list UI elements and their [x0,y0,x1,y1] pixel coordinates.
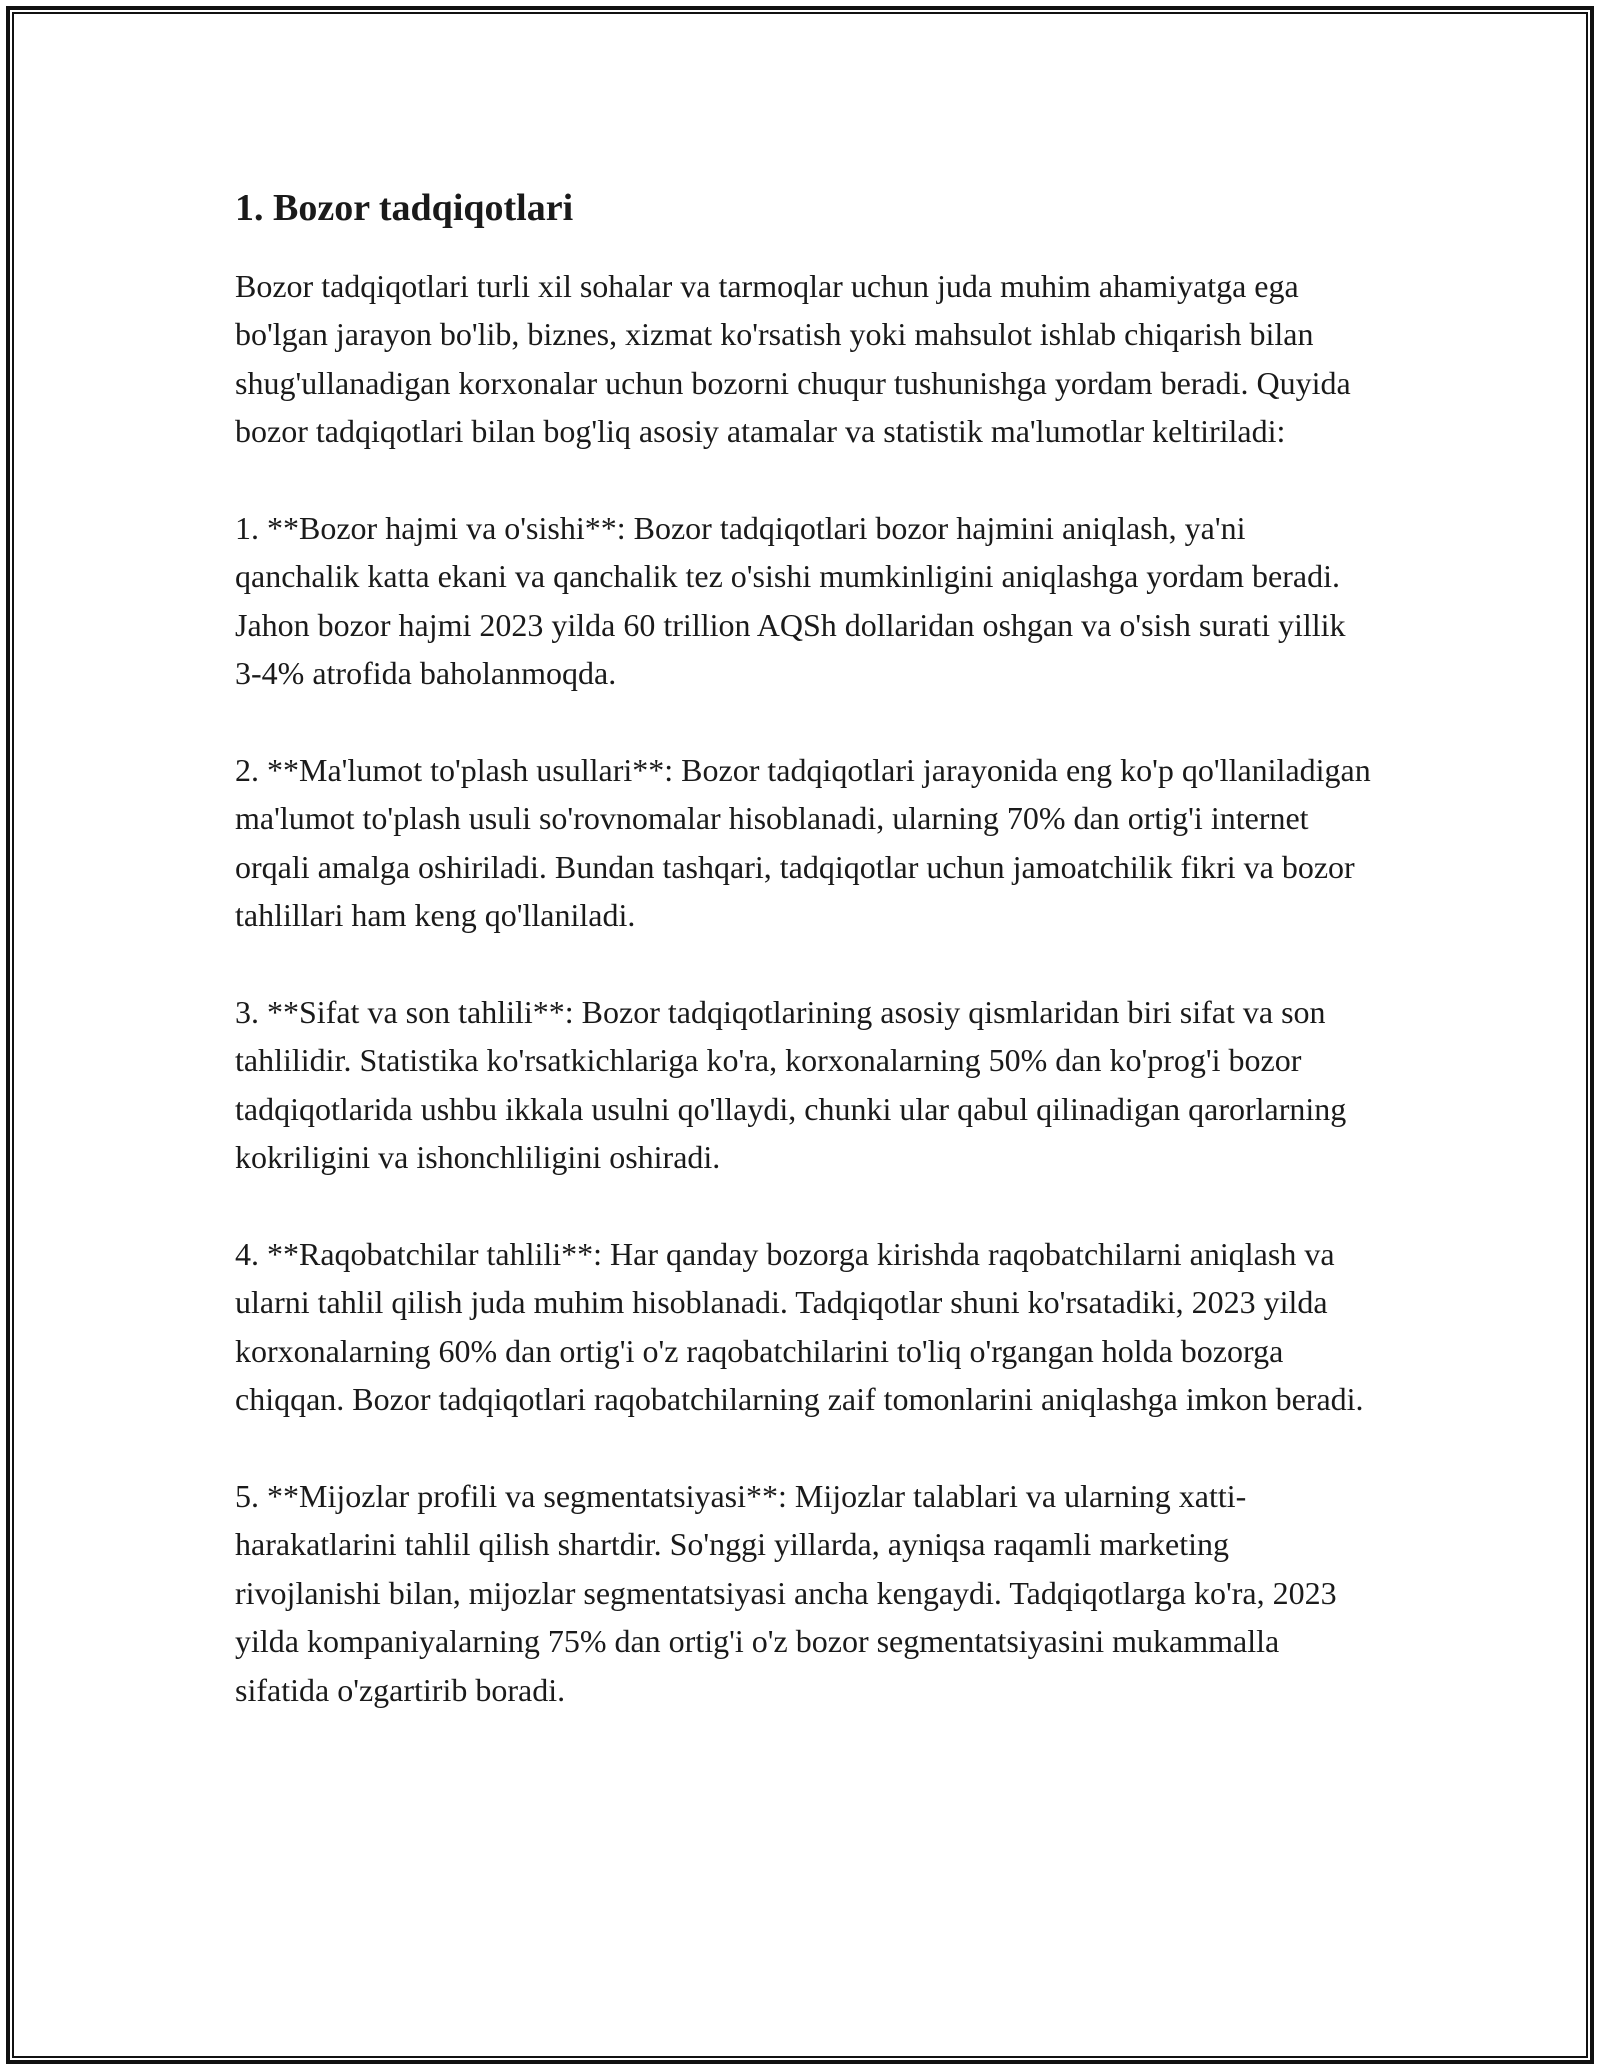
list-item-market-size: 1. **Bozor hajmi va o'sishi**: Bozor tadqiqotlari bozor hajmini aniqlash, ya'ni qanchalik katta ekani va qanchalik tez o'sishi mumkinligini aniqlashga yordam beradi. Jahon bozor hajmi 2023 yilda 60 trillion AQSh dollaridan oshgan va o'sish surati yillik 3-4% atrofida baholanmoqda. [235,509,1346,692]
list-item-data-collection: 2. **Ma'lumot to'plash usullari**: Bozor tadqiqotlari jarayonida eng ko'p qo'llaniladigan ma'lumot to'plash usuli so'rovnomalar hisoblanadi, ularning 70% dan ortig'i internet orqali amalga oshiriladi. Bundan tashqari, tadqiqotlar uchun jamoatchilik fikri va bozor tahlillari ham keng qo'llaniladi. [235,751,1371,934]
intro-paragraph: Bozor tadqiqotlari turli xil sohalar va tarmoqlar uchun juda muhim ahamiyatga ega bo'lgan jarayon bo'lib, biznes, xizmat ko'rsatish yoki mahsulot ishlab chiqarish bilan shug'ullanadigan korxonalar uchun bozorni chuqur tushunishga yordam beradi. Quyida bozor tadqiqotlari bilan bog'liq asosiy atamalar va statistik ma'lumotlar keltiriladi: [235,267,1351,450]
document-title: 1. Bozor tadqiqotlari [235,187,574,229]
list-item-quality-quantity: 3. **Sifat va son tahlili**: Bozor tadqiqotlarining asosiy qismlaridan biri sifat va son tahlilidir. Statistika ko'rsatkichlariga ko'ra, korxonalarning 50% dan ko'prog'i bozor tadqiqotlarida ushbu ikkala usulni qo'llaydi, chunki ular qabul qilinadigan qarorlarning kokriligini va ishonchliligini oshiradi. [235,993,1347,1176]
document-body [235,186,1375,1762]
list-item-customer-profile: 5. **Mijozlar profili va segmentatsiyasi**: Mijozlar talablari va ularning xatti-harakatlarini tahlil qilish shartdir. So'nggi yillarda, ayniqsa raqamli marketing rivojlanishi bilan, mijozlar segmentatsiyasi ancha kengaydi. Tadqiqotlarga ko'ra, 2023 yilda kompaniyalarning 75% dan ortig'i o'z bozor segmentatsiyasini mukammalla sifatida o'zgartirib boradi. [235,1477,1337,1708]
list-item-competitors: 4. **Raqobatchilar tahlili**: Har qanday bozorga kirishda raqobatchilarni aniqlash va ularni tahlil qilish juda muhim hisoblanadi. Tadqiqotlar shuni ko'rsatadiki, 2023 yilda korxonalarning 60% dan ortig'i o'z raqobatchilarini to'liq o'rgangan holda bozorga chiqqan. Bozor tadqiqotlari raqobatchilarning zaif tomonlarini aniqlashga imkon beradi. [235,1235,1364,1418]
